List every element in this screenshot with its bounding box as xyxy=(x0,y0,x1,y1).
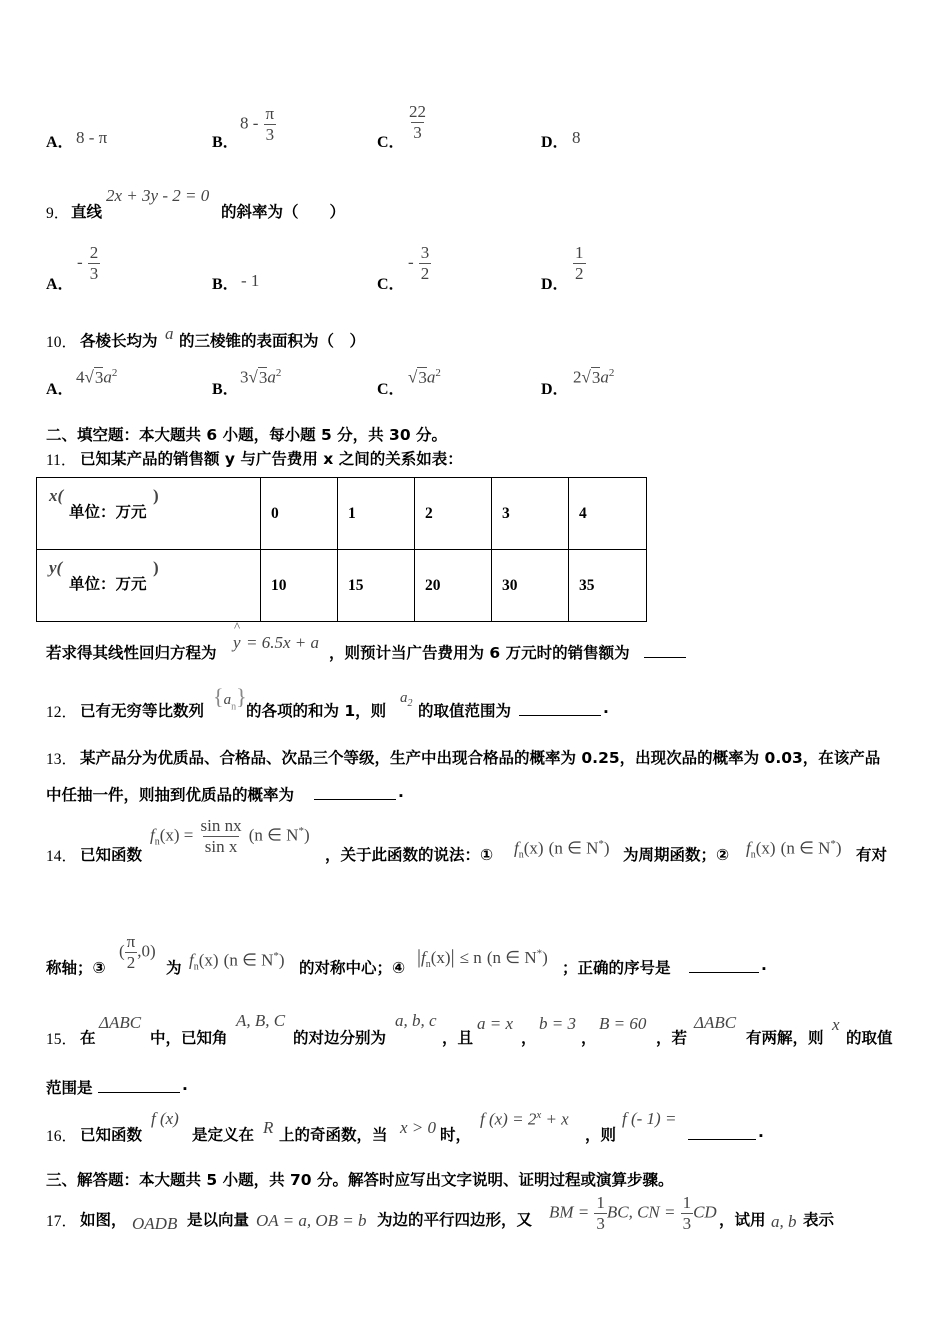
q10-option-b-label: B． xyxy=(212,381,239,398)
q11-answer-blank[interactable] xyxy=(644,643,686,658)
q8-option-a-value: 8 - π xyxy=(76,128,108,147)
x-value-0: 0 xyxy=(261,478,338,550)
q11-follow-eq: = 6.5x + a xyxy=(246,633,319,652)
q15-mid1: 中，已知角 xyxy=(150,1029,228,1047)
q12-end: . xyxy=(603,699,609,717)
q16-ask: f (- 1) = xyxy=(622,1109,677,1128)
q14-statement-1-func: $f_n(x)$ (n ∈ N*) xyxy=(514,838,610,861)
q13-line2: 中任抽一件，则抽到优质品的概率为 xyxy=(46,786,295,804)
q8-option-d-label: D． xyxy=(541,134,569,151)
q16-mid1: 是定义在 xyxy=(192,1126,255,1144)
q17-post: 表示 xyxy=(803,1211,835,1229)
y-value-0: 10 xyxy=(261,550,338,622)
q15-comma2: ， xyxy=(581,1029,597,1047)
q10-option-c-value: $√3a^2$ xyxy=(408,367,441,387)
q15-mid3: ，且 xyxy=(442,1029,474,1047)
q9-option-b-value: - 1 xyxy=(241,271,260,290)
q11-hat: ^ xyxy=(234,619,241,634)
q8-option-b-label: B． xyxy=(212,134,239,151)
q10-option-a-label: A． xyxy=(46,381,74,398)
q13-answer-blank[interactable] xyxy=(314,785,396,800)
y-value-3: 30 xyxy=(492,550,569,622)
q15-mid2: 的对边分别为 xyxy=(293,1029,387,1047)
x-value-3: 3 xyxy=(492,478,569,550)
q14-s1-tail: 为周期函数；② xyxy=(623,846,730,864)
q14-statement-4-func: $|f_n(x)| \le n$ (n ∈ N*) xyxy=(417,946,548,971)
q17-mid2: 为边的平行四边形，又 xyxy=(377,1211,533,1229)
q16-mid3: 时， xyxy=(440,1126,472,1144)
q10-number: 10． xyxy=(46,334,78,351)
q16-fx: f (x) xyxy=(151,1109,179,1128)
q15-triangle-2: ΔABC xyxy=(694,1013,737,1032)
q17-pre: 如图， xyxy=(80,1211,127,1229)
q15-angles: A, B, C xyxy=(236,1011,286,1030)
q17-mid3: ，试用 xyxy=(719,1211,766,1229)
row-x-header: x( 单位：万元 ) xyxy=(37,478,261,550)
q13-end: . xyxy=(398,783,404,801)
q12-number: 12． xyxy=(46,704,78,721)
q9-option-a-value: - $\frac{2}{3}$ xyxy=(77,243,99,283)
q16-number: 16． xyxy=(46,1128,78,1145)
q11-table xyxy=(36,477,647,622)
q9-option-a-label: A． xyxy=(46,276,74,293)
q17-quad: OADB xyxy=(132,1214,178,1233)
q10-option-b-value: $3√3a^2$ xyxy=(240,367,282,387)
y-value-4: 35 xyxy=(569,550,647,622)
q14-end: . xyxy=(761,956,767,974)
q17-relations: BM = $\frac{1}{3}$ BC, CN = $\frac{1}{3}$ CD xyxy=(549,1193,717,1233)
q10-pre: 各棱长均为 xyxy=(80,332,158,350)
q14-statement-2-func: $f_n(x)$ (n ∈ N*) xyxy=(746,838,842,861)
y-value-1: 15 xyxy=(338,550,415,622)
q14-s3-after: 的对称中心；④ xyxy=(299,959,406,977)
q10-option-a-value: $4√3a^2$ xyxy=(76,367,118,387)
q9-equation: 2x + 3y - 2 = 0 xyxy=(106,186,210,205)
q17-mid1: 是以向量 xyxy=(187,1211,250,1229)
q12-answer-blank[interactable] xyxy=(519,701,601,716)
q10-option-c-label: C． xyxy=(377,381,405,398)
q15-triangle: ΔABC xyxy=(99,1013,142,1032)
q14-s4-tail: ；正确的序号是 xyxy=(562,959,671,977)
q12-a2: $a_2$ xyxy=(400,690,413,709)
q15-sides: a, b, c xyxy=(395,1011,437,1030)
q10-option-d-value: $2√3a^2$ xyxy=(573,367,615,387)
q16-answer-blank[interactable] xyxy=(688,1125,756,1140)
q14-post: ，关于此函数的说法：① xyxy=(325,846,494,864)
q16-end: . xyxy=(758,1123,764,1141)
q15-cond-a: a = x xyxy=(477,1014,514,1033)
q9-option-b-label: B． xyxy=(212,276,239,293)
q11-follow-post: ，则预计当广告费用为 6 万元时的销售额为 xyxy=(329,644,630,662)
row-y-header: y( 单位：万元 ) xyxy=(37,550,261,622)
q12-mid: 的各项的和为 1，则 xyxy=(246,702,387,720)
q9-option-c-value: - $\frac{3}{2}$ xyxy=(408,243,430,283)
q8-option-b-value: 8 - $\frac{\pi}{3}$ xyxy=(240,104,275,144)
q12-pre: 已有无穷等比数列 xyxy=(80,702,205,720)
q9-option-d-value: $\frac{1}{2}$ xyxy=(575,243,584,283)
q16-equation: f $(x) = 2^x + x$ xyxy=(480,1109,569,1129)
section-3-heading: 三、解答题：本大题共 5 小题，共 70 分。解答时应写出文字说明、证明过程或演算步骤。 xyxy=(46,1171,674,1189)
q10-var: a xyxy=(165,324,174,343)
q11-text: 已知某产品的销售额 y 与广告费用 x 之间的关系如表： xyxy=(80,450,463,468)
q16-mid4: ，则 xyxy=(585,1126,617,1144)
q8-option-a-label: A． xyxy=(46,134,74,151)
q14-number: 14． xyxy=(46,848,78,865)
q10-option-d-label: D． xyxy=(541,381,569,398)
q17-vectors: OA = a, OB = b xyxy=(256,1211,367,1230)
q14-s2-tail: 有对 xyxy=(856,846,888,864)
q9-number: 9． xyxy=(46,205,70,222)
q9-pre: 直线 xyxy=(71,203,103,221)
q13-line1: 某产品分为优质品、合格品、次品三个等级，生产中出现合格品的概率为 0.25，出现次品的概率为 0.03，在该产品 xyxy=(80,749,881,767)
q12-seq: $\{a_n\}$ xyxy=(213,684,247,713)
q11-follow-pre: 若求得其线性回归方程为 xyxy=(46,644,217,662)
q17-ab: a, b xyxy=(771,1212,797,1231)
x-value-1: 1 xyxy=(338,478,415,550)
q8-option-d-value: 8 xyxy=(572,128,581,147)
q14-statement-3-func: $f_n(x)$ (n ∈ N*) xyxy=(189,950,285,973)
q15-end: . xyxy=(182,1076,188,1094)
x-value-2: 2 xyxy=(415,478,492,550)
q16-cond: x > 0 xyxy=(400,1118,437,1137)
q16-pre: 已知函数 xyxy=(80,1126,143,1144)
q15-cond-B: B = 60 xyxy=(599,1014,647,1033)
q15-comma1: ， xyxy=(521,1029,537,1047)
q12-post: 的取值范围为 xyxy=(418,702,512,720)
q9-option-d-label: D． xyxy=(541,276,569,293)
q16-R: R xyxy=(263,1118,274,1137)
q15-in: 在 xyxy=(80,1029,96,1047)
q8-option-c-label: C． xyxy=(377,134,405,151)
q14-point: ( $\frac{\pi}{2}$ ,0) xyxy=(119,932,156,972)
section-2-heading: 二、填空题：本大题共 6 小题，每小题 5 分，共 30 分。 xyxy=(46,426,448,444)
q15-number: 15． xyxy=(46,1031,78,1048)
q15-mid4: ，若 xyxy=(656,1029,688,1047)
q11-follow-eq-y: y xyxy=(233,633,241,652)
q13-number: 13． xyxy=(46,751,78,768)
q9-option-c-label: C． xyxy=(377,276,405,293)
x-value-4: 4 xyxy=(569,478,647,550)
table-row xyxy=(37,478,647,550)
q14-answer-blank[interactable] xyxy=(689,958,759,973)
q15-xvar: x xyxy=(832,1015,840,1034)
q9-post: 的斜率为（ ） xyxy=(221,203,346,221)
q15-cond-b: b = 3 xyxy=(539,1014,576,1033)
q14-pre: 已知函数 xyxy=(80,846,143,864)
y-value-2: 20 xyxy=(415,550,492,622)
q15-mid6: 的取值 xyxy=(846,1029,893,1047)
q15-answer-blank[interactable] xyxy=(98,1078,180,1093)
q15-mid5: 有两解，则 xyxy=(746,1029,824,1047)
q17-number: 17． xyxy=(46,1213,78,1230)
q8-option-c-value: $\frac{22}{3}$ xyxy=(409,102,426,142)
q14-function-def: $f_n(x)$ = $\frac{\text{sin nx}}{\text{sin x}}$ (n ∈ N*) xyxy=(150,816,310,856)
q14-s3-tail: 为 xyxy=(166,959,182,977)
q14-line2-pre: 称轴；③ xyxy=(46,959,106,977)
table-row xyxy=(37,550,647,622)
q15-line2: 范围是 xyxy=(46,1079,93,1097)
q10-post: 的三棱锥的表面积为（ ） xyxy=(179,332,366,350)
q11-number: 11． xyxy=(46,452,77,469)
q16-mid2: 上的奇函数，当 xyxy=(279,1126,388,1144)
